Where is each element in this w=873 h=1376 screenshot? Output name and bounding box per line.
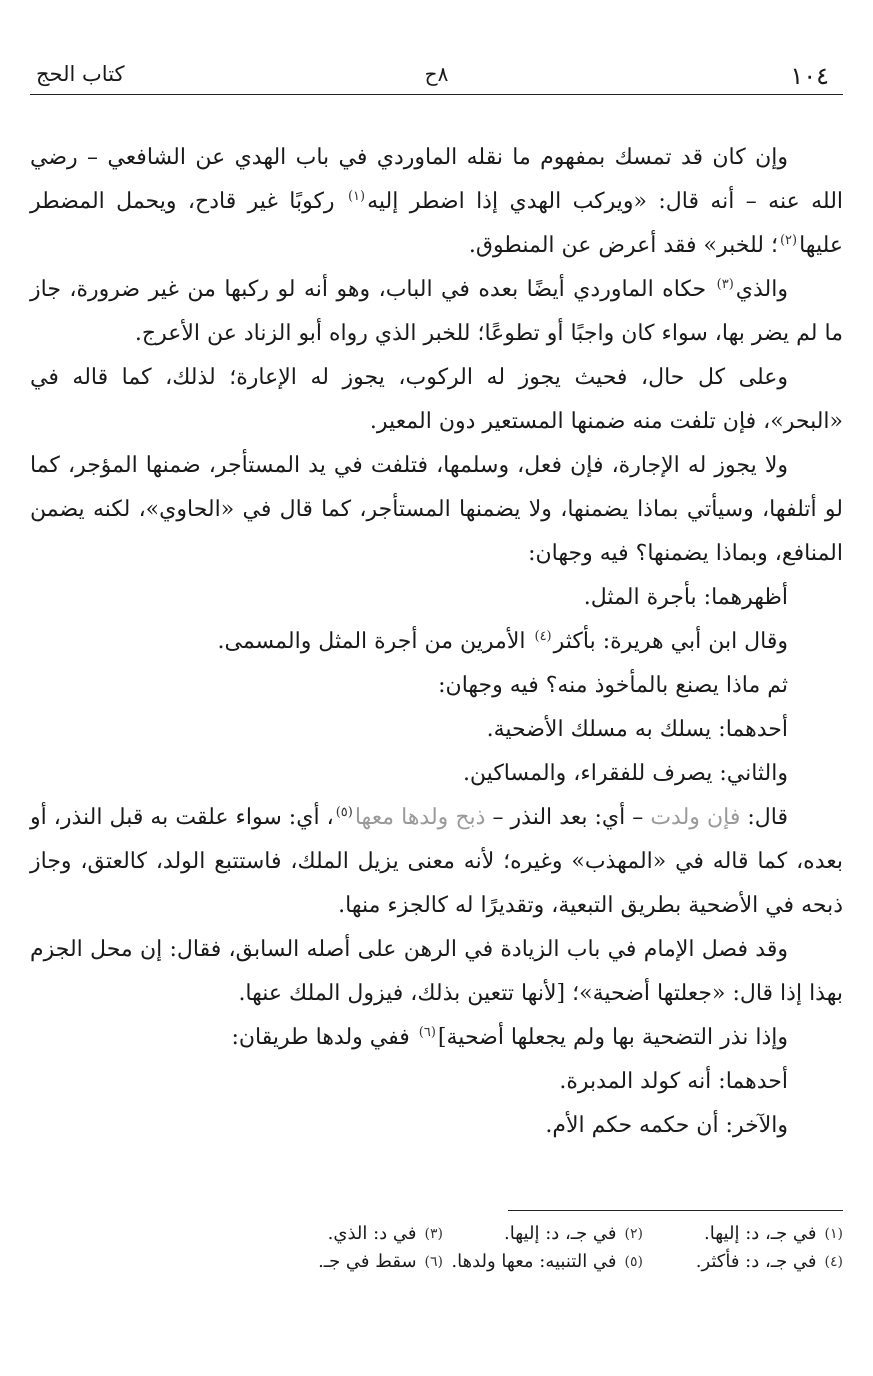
footnotes <box>30 1220 843 1276</box>
book-title: كتاب الحج <box>36 62 125 86</box>
text-segment: وقد فصل الإمام في باب الزيادة في الرهن على أصله السابق، فقال: إن محل الجزم بهذا إذا قال: «جعلتها أضحية»؛ [لأنها تتعين بذلك، فيزول الملك عنها. <box>30 937 843 1006</box>
text-segment: وإن كان قد تمسك بمفهوم ما نقله الماوردي في باب الهدي عن الشافعي – رضي الله عنه – أنه قال: «ويركب الهدي إذا اضطر إليه <box>30 145 844 214</box>
footnote-number: (١) <box>824 1226 843 1242</box>
footnote-number: (٥) <box>624 1254 643 1270</box>
matn-text: فإن ولدت <box>650 805 741 830</box>
footnote <box>443 1248 643 1276</box>
section-mark: ٨ح <box>424 62 449 86</box>
text-segment: أظهرهما: بأجرة المثل. <box>583 585 788 610</box>
footnote-text: في التنبيه: معها ولدها. <box>451 1251 617 1272</box>
text-segment: ، أي: سواء علقت به قبل النذر، أو بعده، كما قاله في «المهذب» وغيره؛ لأنه معنى يزيل الملك، فاستتبع الولد، كالعتق، وجاز ذبحه في الأضحية بطريق التبعية، وتقديرًا له كالجزء منها. <box>30 805 843 918</box>
footnote <box>443 1220 643 1248</box>
footnote-number: (٦) <box>424 1254 443 1270</box>
paragraph <box>30 664 843 708</box>
text-segment: أحدهما: أنه كولد المدبرة. <box>559 1069 788 1094</box>
text-segment: والآخر: أن حكمه حكم الأم. <box>545 1113 788 1138</box>
paragraph <box>30 136 843 268</box>
footnote-text: سقط في جـ. <box>318 1251 417 1272</box>
paragraph <box>30 796 843 928</box>
footnote-ref: (٦) <box>418 1024 436 1040</box>
footnote-text: في جـ، د: إليها. <box>704 1223 817 1244</box>
text-segment: وقال ابن أبي هريرة: بأكثر <box>553 629 788 654</box>
running-header <box>30 58 843 94</box>
footnote <box>643 1248 843 1276</box>
paragraph <box>30 1060 843 1104</box>
paragraph <box>30 1104 843 1148</box>
footnote-text: في جـ، د: فأكثر. <box>695 1251 817 1272</box>
footnote-ref: (٥) <box>335 804 353 820</box>
paragraph <box>30 708 843 752</box>
text-segment: حكاه الماوردي أيضًا بعده في الباب، وهو أنه لو ركبها من غير ضرورة، جاز ما لم يضر بها، سواء كان واجبًا أو تطوعًا؛ للخبر الذي رواه أبو الزناد عن الأعرج. <box>30 277 843 346</box>
text-segment: وعلى كل حال، فحيث يجوز له الركوب، يجوز له الإعارة؛ لذلك، كما قاله في «البحر»، فإن تلفت منه ضمنها المستعير دون المعير. <box>30 365 843 434</box>
text-segment: ركوبًا غير قادح، ويحمل المضطر عليها <box>30 189 843 258</box>
footnote-ref: (٣) <box>716 276 734 292</box>
text-segment: أحدهما: يسلك به مسلك الأضحية. <box>486 717 788 742</box>
footnote-number: (٤) <box>824 1254 843 1270</box>
page-number: ١٠٤ <box>790 62 829 90</box>
footnote-text: في د: الذي. <box>327 1223 417 1244</box>
text-segment: قال: <box>740 805 788 830</box>
footnote-text: في جـ، د: إليها. <box>504 1223 617 1244</box>
footnote-ref: (٢) <box>779 232 798 248</box>
footnote <box>643 1220 843 1248</box>
text-segment: ولا يجوز له الإجارة، فإن فعل، وسلمها، فتلفت في يد المستأجر، ضمنها المؤجر، كما لو أتلفها، وسيأتي بماذا يضمنها، ولا يضمنها المستأجر، كما قال في «الحاوي»، لكنه يضمن المنافع، وبماذا يضمنها؟ فيه وجهان: <box>30 453 843 566</box>
paragraph <box>30 1016 843 1060</box>
main-text <box>30 136 843 1148</box>
footnote-number: (٢) <box>624 1226 643 1242</box>
paragraph <box>30 928 843 1016</box>
footnote-row <box>30 1220 843 1248</box>
text-segment: والثاني: يصرف للفقراء، والمساكين. <box>462 761 788 786</box>
text-segment: والذي <box>735 277 788 302</box>
footnote-ref: (٤) <box>534 628 552 644</box>
footnote <box>243 1248 443 1276</box>
text-segment: ثم ماذا يصنع بالمأخوذ منه؟ فيه وجهان: <box>438 673 788 698</box>
text-segment: الأمرين من أجرة المثل والمسمى. <box>217 629 533 654</box>
footnote-ref: (١) <box>347 188 366 204</box>
text-segment: وإذا نذر التضحية بها ولم يجعلها أضحية] <box>437 1025 788 1050</box>
footnote-row <box>30 1248 843 1276</box>
paragraph <box>30 268 843 356</box>
paragraph <box>30 444 843 576</box>
header-rule <box>30 94 843 95</box>
text-segment: – أي: بعد النذر – <box>485 805 651 830</box>
paragraph <box>30 576 843 620</box>
matn-text: ذبح ولدها معها <box>354 805 486 830</box>
footnote-number: (٣) <box>424 1226 443 1242</box>
text-segment: ؛ للخبر» فقد أعرض عن المنطوق. <box>468 233 778 258</box>
paragraph <box>30 620 843 664</box>
text-segment: ففي ولدها طريقان: <box>231 1025 417 1050</box>
footnote <box>243 1220 443 1248</box>
paragraph <box>30 356 843 444</box>
footnote-rule <box>508 1210 843 1211</box>
paragraph <box>30 752 843 796</box>
